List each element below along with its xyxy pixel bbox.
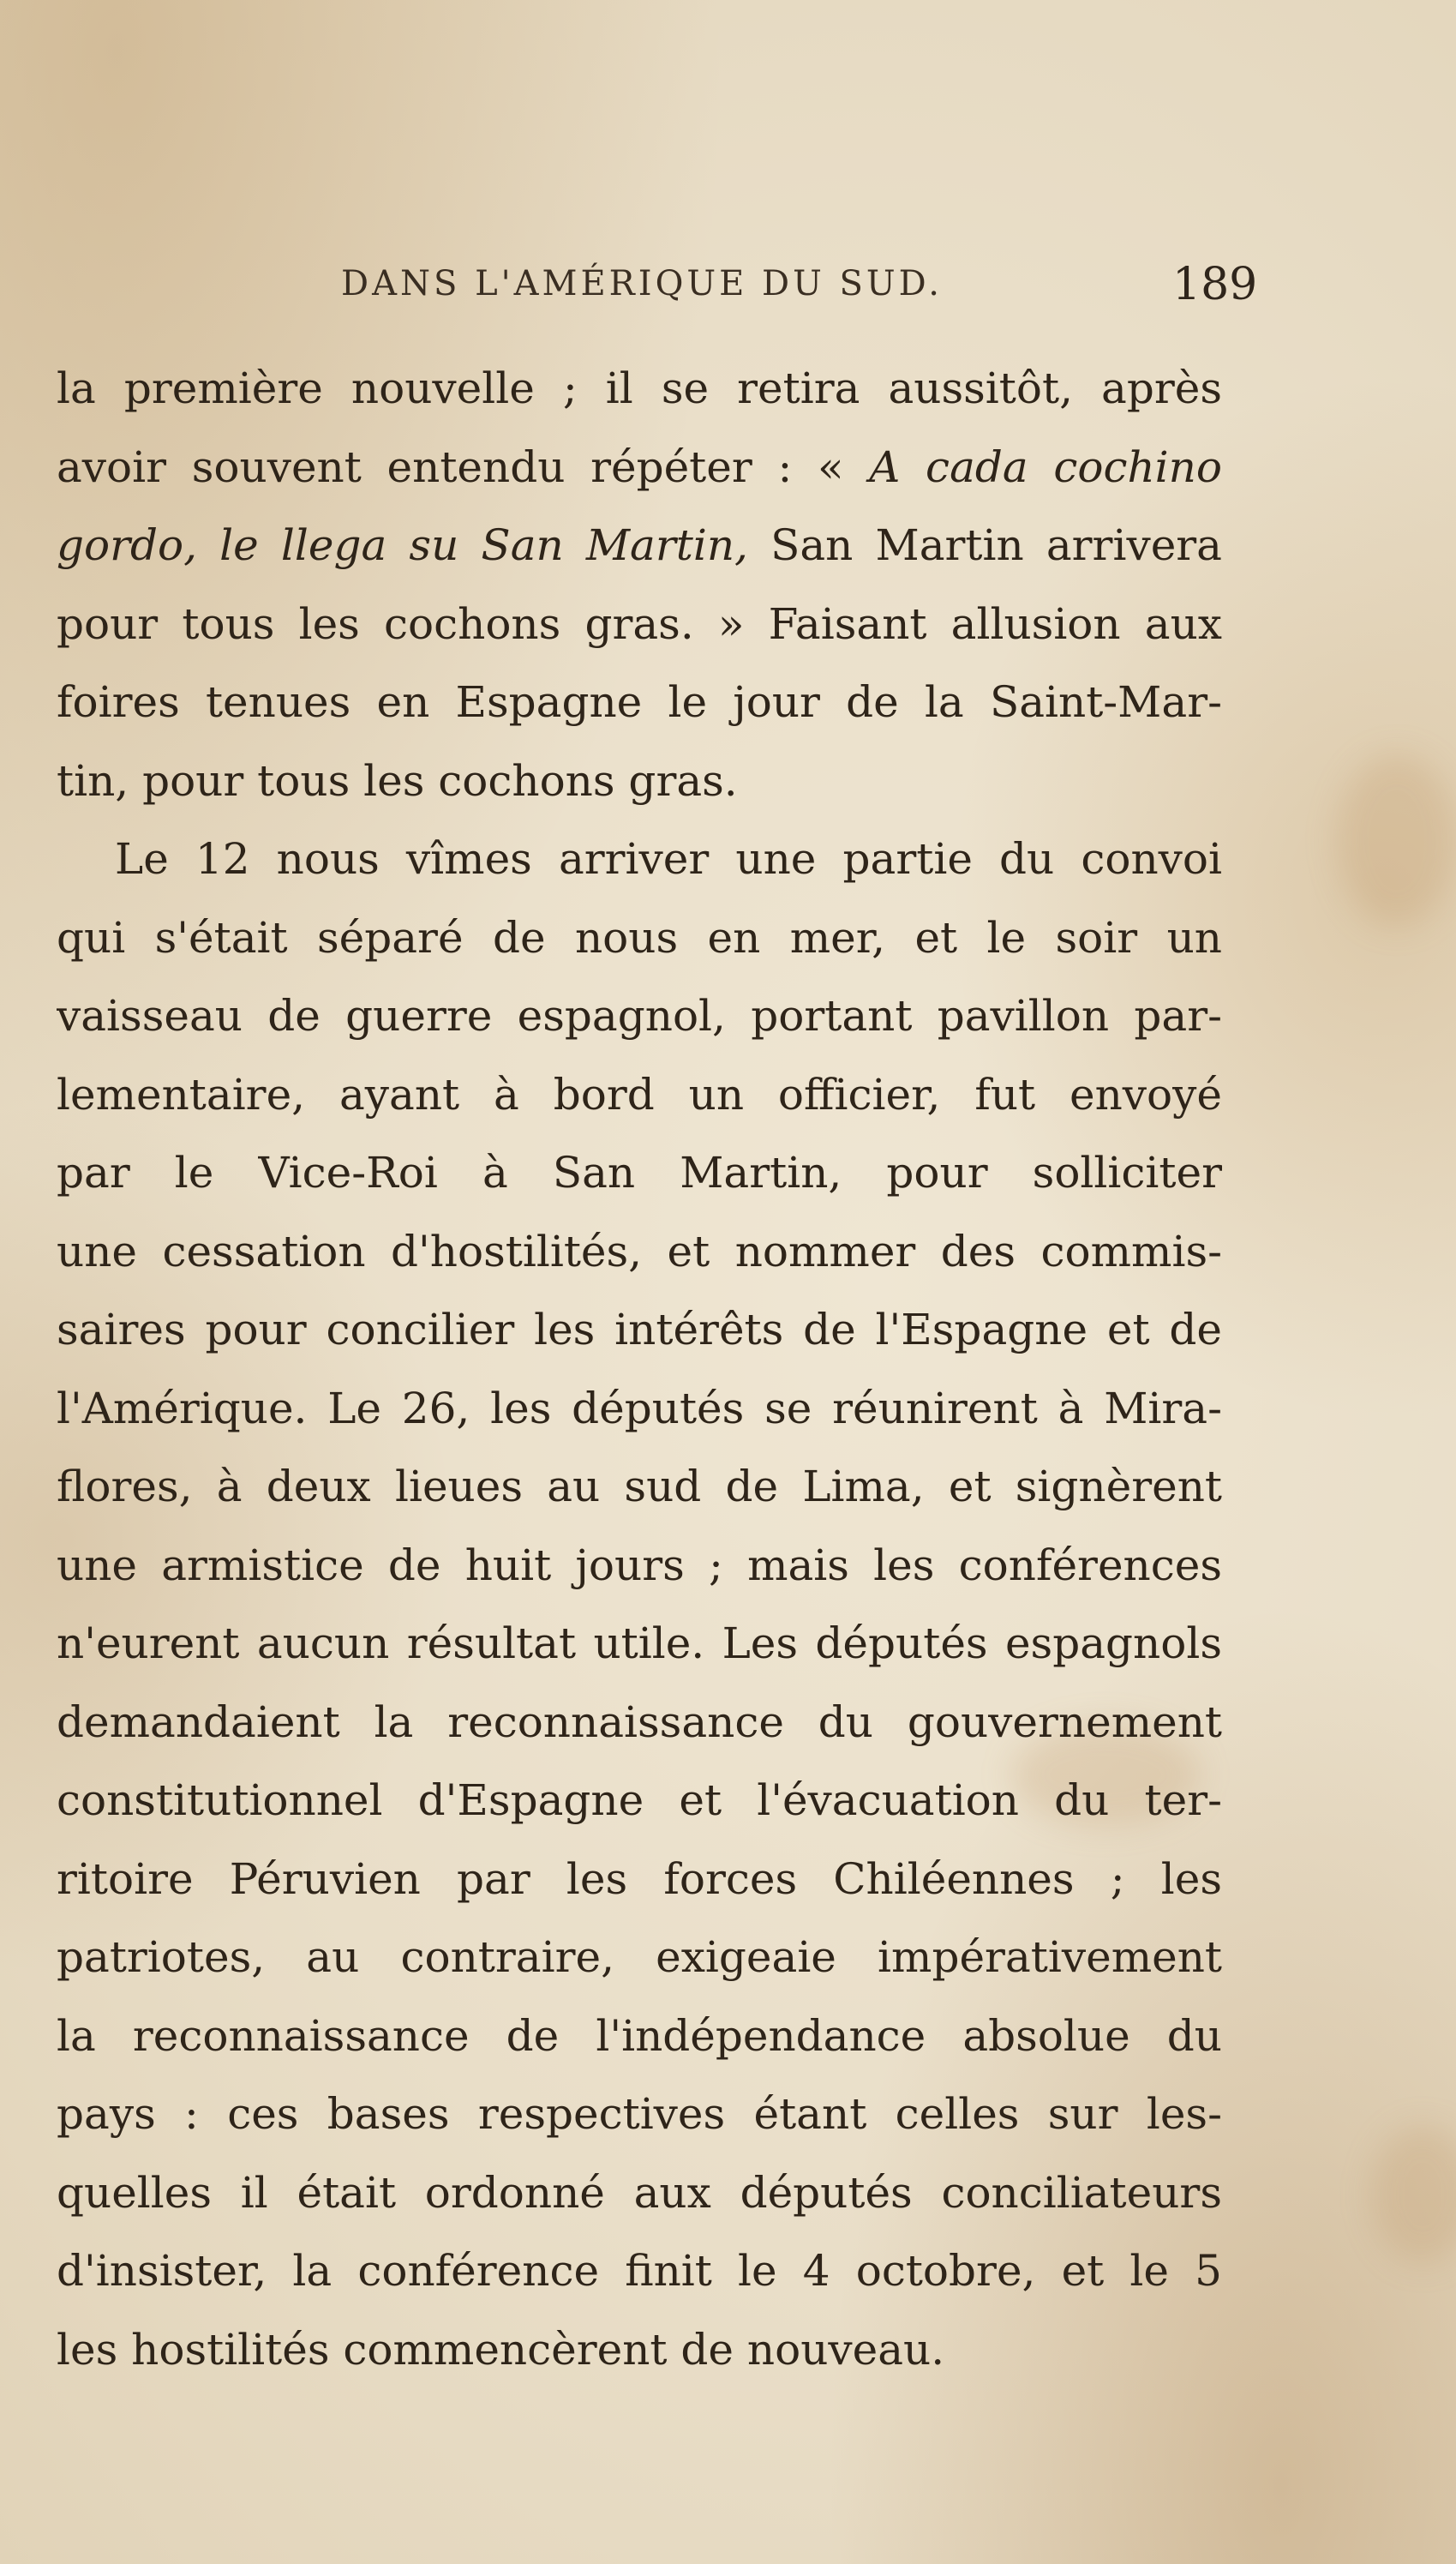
- text-run: flores, à deux lieues au sud de Lima, et signèrent: [57, 1462, 1222, 1511]
- text-run: vaisseau de guerre espagnol, portant pavillon par-: [57, 991, 1222, 1041]
- text-line: [57, 507, 1222, 585]
- paper-stain: [1371, 2126, 1456, 2263]
- text-line: [57, 1527, 1222, 1606]
- text-line: [57, 2154, 1222, 2233]
- paragraph: [57, 350, 1222, 820]
- text-run: Le 12 nous vîmes arriver une partie du convoi: [115, 834, 1222, 884]
- text-line: [57, 2311, 1222, 2390]
- paper-stain: [1337, 754, 1456, 926]
- text-run: une cessation d'hostilités, et nommer des commis-: [57, 1226, 1222, 1276]
- text-run: par le Vice-Roi à San Martin, pour solliciter: [57, 1148, 1222, 1198]
- italic-text: A cada cochino: [869, 441, 1222, 492]
- text-run: n'eurent aucun résultat utile. Les députés espagnols: [57, 1618, 1222, 1668]
- text-run: saires pour concilier les intérêts de l'Espagne et de: [57, 1305, 1222, 1354]
- text-line: [57, 1684, 1222, 1762]
- running-title: DANS L'AMÉRIQUE DU SUD.: [341, 264, 943, 303]
- text-run: la première nouvelle ; il se retira aussitôt, après: [57, 363, 1222, 413]
- paragraph: [57, 820, 1222, 2389]
- text-line: [57, 2075, 1222, 2154]
- text-run: qui s'était séparé de nous en mer, et le soir un: [57, 912, 1222, 963]
- text-run: une armistice de huit jours ; mais les conférences: [57, 1540, 1222, 1590]
- italic-text: gordo, le llega su San Martin,: [57, 520, 748, 570]
- page-header: [0, 259, 1456, 319]
- text-line: [57, 1918, 1222, 1997]
- text-body: [57, 350, 1222, 2389]
- text-line: [57, 350, 1222, 429]
- text-line: [57, 585, 1222, 664]
- text-run: la reconnaissance de l'indépendance absolue du: [57, 2010, 1222, 2061]
- text-run: foires tenues en Espagne le jour de la Saint-Mar-: [57, 677, 1222, 727]
- text-run: avoir souvent entendu répéter : «: [57, 441, 870, 492]
- text-line: [57, 1997, 1222, 2076]
- text-line: [57, 820, 1222, 899]
- text-run: tin, pour tous les cochons gras.: [57, 755, 738, 806]
- text-run: constitutionnel d'Espagne et l'évacuation du ter-: [57, 1775, 1222, 1825]
- text-line: [57, 899, 1222, 978]
- text-run: d'insister, la conférence finit le 4 octobre, et le 5: [57, 2246, 1222, 2296]
- text-line: [57, 1213, 1222, 1292]
- text-line: [57, 664, 1222, 742]
- text-run: pour tous les cochons gras. » Faisant allusion aux: [57, 598, 1222, 649]
- text-run: ritoire Péruvien par les forces Chiléennes ; les: [57, 1853, 1222, 1904]
- text-run: les hostilités commencèrent de nouveau.: [57, 2324, 945, 2375]
- text-run: pays : ces bases respectives étant celles sur les-: [57, 2089, 1222, 2139]
- text-line: [57, 2232, 1222, 2311]
- text-line: [57, 1840, 1222, 1919]
- text-line: [57, 1134, 1222, 1213]
- text-line: [57, 977, 1222, 1056]
- text-run: patriotes, au contraire, exigeaie impérativement: [57, 1932, 1222, 1982]
- text-line: [57, 1605, 1222, 1684]
- text-line: [57, 742, 1222, 821]
- text-run: l'Amérique. Le 26, les députés se réunirent à Mira-: [57, 1383, 1222, 1433]
- text-line: [57, 1370, 1222, 1449]
- text-line: [57, 1762, 1222, 1840]
- text-line: [57, 1056, 1222, 1135]
- text-line: [57, 1291, 1222, 1370]
- page-number: 189: [1172, 259, 1258, 310]
- text-run: lementaire, ayant à bord un officier, fut envoyé: [57, 1069, 1222, 1120]
- text-line: [57, 429, 1222, 507]
- text-run: San Martin arrivera: [747, 520, 1222, 570]
- text-line: [57, 1448, 1222, 1527]
- text-run: demandaient la reconnaissance du gouvernement: [57, 1696, 1222, 1747]
- text-run: quelles il était ordonné aux députés conciliateurs: [57, 2167, 1222, 2218]
